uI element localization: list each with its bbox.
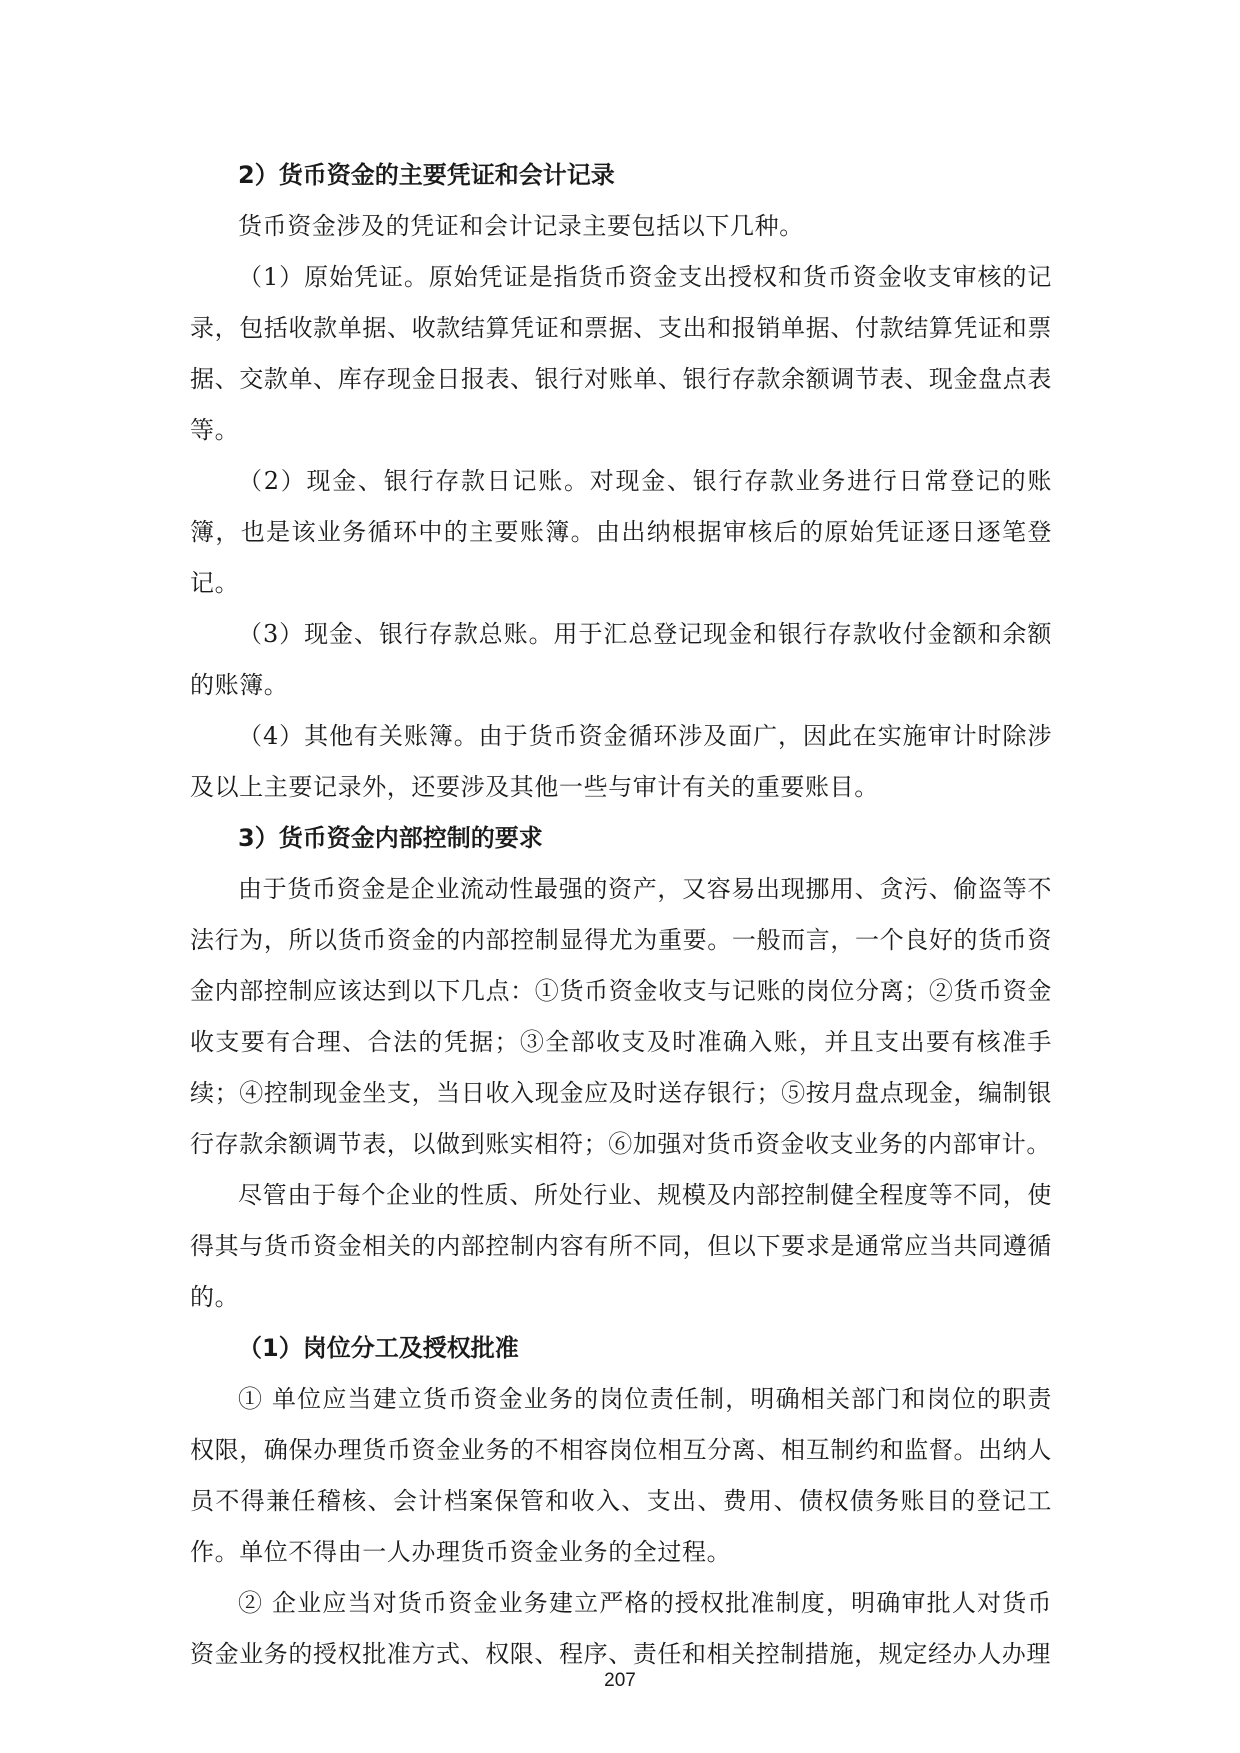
section-heading: 3）货币资金内部控制的要求 (238, 824, 543, 852)
paragraph: （1）原始凭证。原始凭证是指货币资金支出授权和货币资金收支审核的记录，包括收款单据、收款结算凭证和票据、支出和报销单据、付款结算凭证和票据、交款单、库存现金日报表、银行对账单、银行存款余额调节表、现金盘点表等。 (190, 263, 1052, 444)
paragraph: ② 企业应当对货币资金业务建立严格的授权批准制度，明确审批人对货币资金业务的授权批准方式、权限、程序、责任和相关控制措施，规定经办人办理 (190, 1589, 1052, 1668)
page-number: 207 (604, 1670, 636, 1691)
subsection-heading: （1）岗位分工及授权批准 (238, 1334, 519, 1362)
paragraph: 货币资金涉及的凭证和会计记录主要包括以下几种。 (238, 212, 804, 240)
paragraph: 尽管由于每个企业的性质、所处行业、规模及内部控制健全程度等不同，使得其与货币资金相关的内部控制内容有所不同，但以下要求是通常应当共同遵循的。 (190, 1181, 1052, 1311)
paragraph: 由于货币资金是企业流动性最强的资产，又容易出现挪用、贪污、偷盗等不法行为，所以货币资金的内部控制显得尤为重要。一般而言，一个良好的货币资金内部控制应该达到以下几点：①货币资金收支与记账的岗位分离；②货币资金收支要有合理、合法的凭据；③全部收支及时准确入账，并且支出要有核准手续；④控制现金坐支，当日收入现金应及时送存银行；⑤按月盘点现金，编制银行存款余额调节表，以做到账实相符；⑥加强对货币资金收支业务的内部审计。 (190, 875, 1052, 1158)
paragraph: （2）现金、银行存款日记账。对现金、银行存款业务进行日常登记的账簿，也是该业务循环中的主要账簿。由出纳根据审核后的原始凭证逐日逐笔登记。 (190, 467, 1052, 597)
paragraph: ① 单位应当建立货币资金业务的岗位责任制，明确相关部门和岗位的职责权限，确保办理货币资金业务的不相容岗位相互分离、相互制约和监督。出纳人员不得兼任稽核、会计档案保管和收入、支出、费用、债权债务账目的登记工作。单位不得由一人办理货币资金业务的全过程。 (190, 1385, 1052, 1566)
document-body (190, 150, 1052, 1680)
section-heading: 2）货币资金的主要凭证和会计记录 (238, 161, 615, 189)
paragraph: （4）其他有关账簿。由于货币资金循环涉及面广，因此在实施审计时除涉及以上主要记录外，还要涉及其他一些与审计有关的重要账目。 (190, 722, 1052, 801)
paragraph: （3）现金、银行存款总账。用于汇总登记现金和银行存款收付金额和余额的账簿。 (190, 620, 1052, 699)
